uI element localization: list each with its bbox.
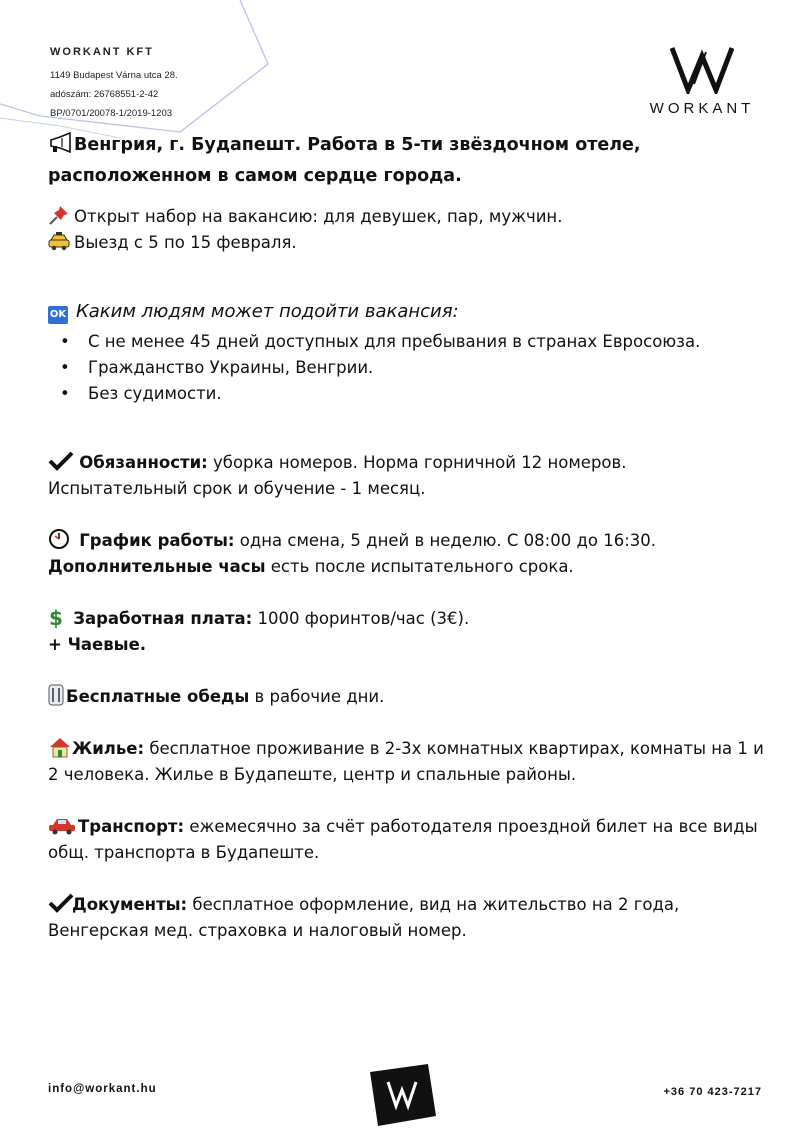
documents-text: бесплатное оформление, вид на жительство на 2 года, Венгерская мед. страховка и налоговый номер. [48, 895, 680, 940]
footer-email[interactable]: info@workant.hu [48, 1083, 157, 1095]
documents-section [48, 892, 768, 944]
documents-label: Документы: [72, 895, 188, 914]
list-item: • Гражданство Украины, Венгрии. [48, 355, 768, 381]
meals-label: Бесплатные обеды [66, 687, 250, 706]
logo-wordmark: WORKANT [649, 100, 755, 117]
checkmark-icon [48, 450, 70, 472]
salary-label: Заработная плата: [73, 609, 253, 628]
intro-line-2 [48, 230, 768, 256]
ok-badge-icon: OK [48, 306, 68, 324]
company-name: WORKANT KFT [50, 46, 154, 58]
housing-label: Жилье: [72, 739, 145, 758]
schedule-text: одна смена, 5 дней в неделю. С 08:00 до 16:30. [234, 531, 656, 550]
svg-text:$: $ [49, 606, 63, 630]
car-icon [48, 814, 76, 836]
house-icon [48, 736, 70, 758]
footer-logo [362, 1060, 442, 1134]
meals-section [48, 684, 768, 710]
salary-tips: + Чаевые. [48, 635, 147, 654]
meals-text: в рабочие дни. [249, 687, 385, 706]
schedule-section [48, 528, 768, 580]
schedule-extra-text: есть после испытательного срока. [265, 557, 574, 576]
suitability-list [48, 329, 768, 407]
workant-footer-monogram-icon [362, 1060, 442, 1130]
footer-phone[interactable]: +36 70 423-7217 [663, 1086, 762, 1098]
bullet-icon: • [60, 384, 70, 403]
schedule-label: График работы: [79, 531, 235, 550]
intro-text-1: Открыт набор на вакансию: для девушек, пар, мужчин. [74, 207, 563, 226]
company-address: 1149 Budapest Várna utca 28. [50, 70, 178, 81]
duties-text-2: Испытательный срок и обучение - 1 месяц. [48, 479, 426, 498]
workant-monogram-icon [670, 44, 734, 94]
clock-icon [48, 528, 70, 550]
megaphone-icon [48, 132, 70, 154]
list-item: • С не менее 45 дней доступных для пребывания в странах Евросоюза. [48, 329, 768, 355]
duties-section [48, 450, 768, 502]
schedule-extra-label: Дополнительные часы [48, 557, 266, 576]
list-item: • Без судимости. [48, 381, 768, 407]
transport-label: Транспорт: [78, 817, 185, 836]
taxi-icon [48, 230, 70, 252]
workant-logo [637, 44, 767, 117]
salary-section [48, 606, 768, 658]
housing-section [48, 736, 768, 788]
suitability-heading-text: Каким людям может подойти вакансия: [76, 301, 459, 322]
bullet-icon: • [60, 358, 70, 377]
intro-line-1 [48, 204, 768, 230]
checkmark-icon [48, 892, 70, 914]
salary-text: 1000 форинтов/час (3€). [252, 609, 470, 628]
suitability-heading [48, 299, 768, 325]
company-block [50, 46, 178, 123]
intro-text-2: Выезд с 5 по 15 февраля. [74, 233, 297, 252]
pushpin-icon [48, 204, 70, 226]
company-tax-number: adószám: 26768551-2-42 [50, 89, 159, 100]
duties-text: уборка номеров. Норма горничной 12 номеров. [207, 453, 627, 472]
vacancy-content [48, 130, 768, 944]
duties-label: Обязанности: [79, 453, 208, 472]
company-registration: BP/0701/20078-1/2019-1203 [50, 108, 173, 119]
bullet-icon: • [60, 332, 70, 351]
transport-text: ежемесячно за счёт работодателя проездной билет на все виды общ. транспорта в Будапеште. [48, 817, 758, 862]
title-text: Венгрия, г. Будапешт. Работа в 5-ти звёздочном отеле, расположенном в самом сердце города. [48, 135, 641, 186]
vacancy-title [48, 130, 768, 192]
transport-section [48, 814, 768, 866]
housing-text: бесплатное проживание в 2-3х комнатных квартирах, комнаты на 1 и 2 человека. Жилье в Будапеште, центр и спальные районы. [48, 739, 764, 784]
dollar-icon [48, 606, 64, 628]
fork-knife-icon [48, 684, 64, 706]
